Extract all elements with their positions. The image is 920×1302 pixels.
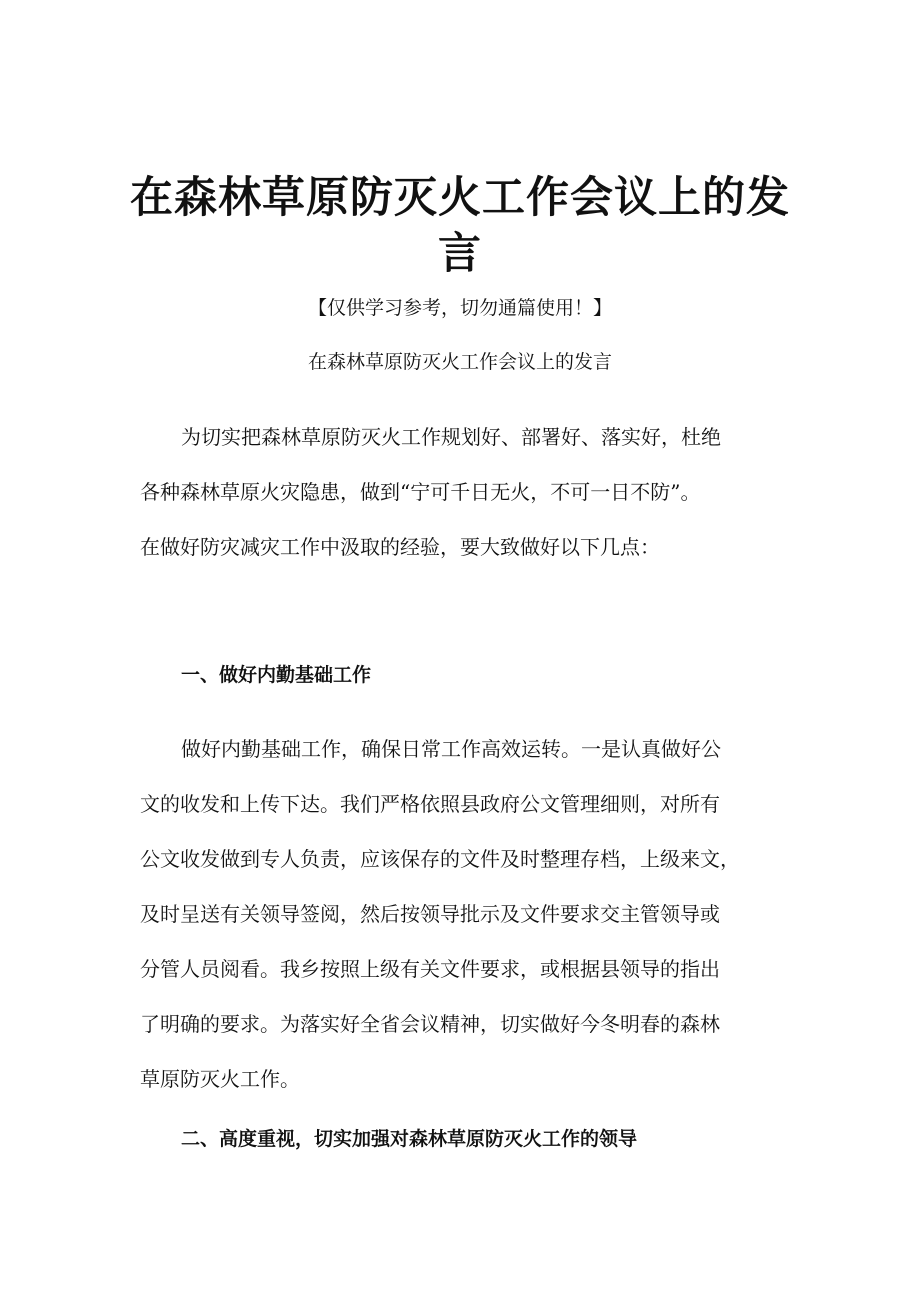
section-1-line-7: 草原防灭火工作。 bbox=[140, 1067, 300, 1091]
section-1-line-2: 文的收发和上传下达。我们严格依照县政府公文管理细则，对所有 bbox=[140, 792, 720, 816]
section-1-line-1: 做好内勤基础工作，确保日常工作高效运转。一是认真做好公 bbox=[181, 737, 721, 761]
document-title-line-1: 在森林草原防灭火工作会议上的发 bbox=[130, 173, 790, 223]
intro-line-1: 为切实把森林草原防灭火工作规划好、部署好、落实好，杜绝 bbox=[181, 425, 721, 449]
section-1-line-4: 及时呈送有关领导签阅，然后按领导批示及文件要求交主管领导或 bbox=[140, 902, 720, 926]
section-1-heading: 一、做好内勤基础工作 bbox=[181, 664, 372, 686]
document-title-line-2: 言 bbox=[438, 229, 482, 279]
document-subtitle: 在森林草原防灭火工作会议上的发言 bbox=[307, 351, 612, 373]
intro-line-2: 各种森林草原火灾隐患，做到“宁可千日无火，不可一日不防”。 bbox=[140, 480, 701, 504]
section-1-line-3: 公文收发做到专人负责，应该保存的文件及时整理存档，上级来文， bbox=[140, 847, 740, 871]
section-2-heading: 二、高度重视，切实加强对森林草原防灭火工作的领导 bbox=[181, 1128, 638, 1150]
intro-line-3: 在做好防灾减灾工作中汲取的经验，要大致做好以下几点： bbox=[140, 535, 660, 559]
section-1-line-6: 了明确的要求。为落实好全省会议精神，切实做好今冬明春的森林 bbox=[140, 1012, 720, 1036]
usage-notice: 【仅供学习参考，切勿通篇使用！】 bbox=[307, 297, 612, 319]
section-1-line-5: 分管人员阅看。我乡按照上级有关文件要求，或根据县领导的指出 bbox=[140, 957, 720, 981]
